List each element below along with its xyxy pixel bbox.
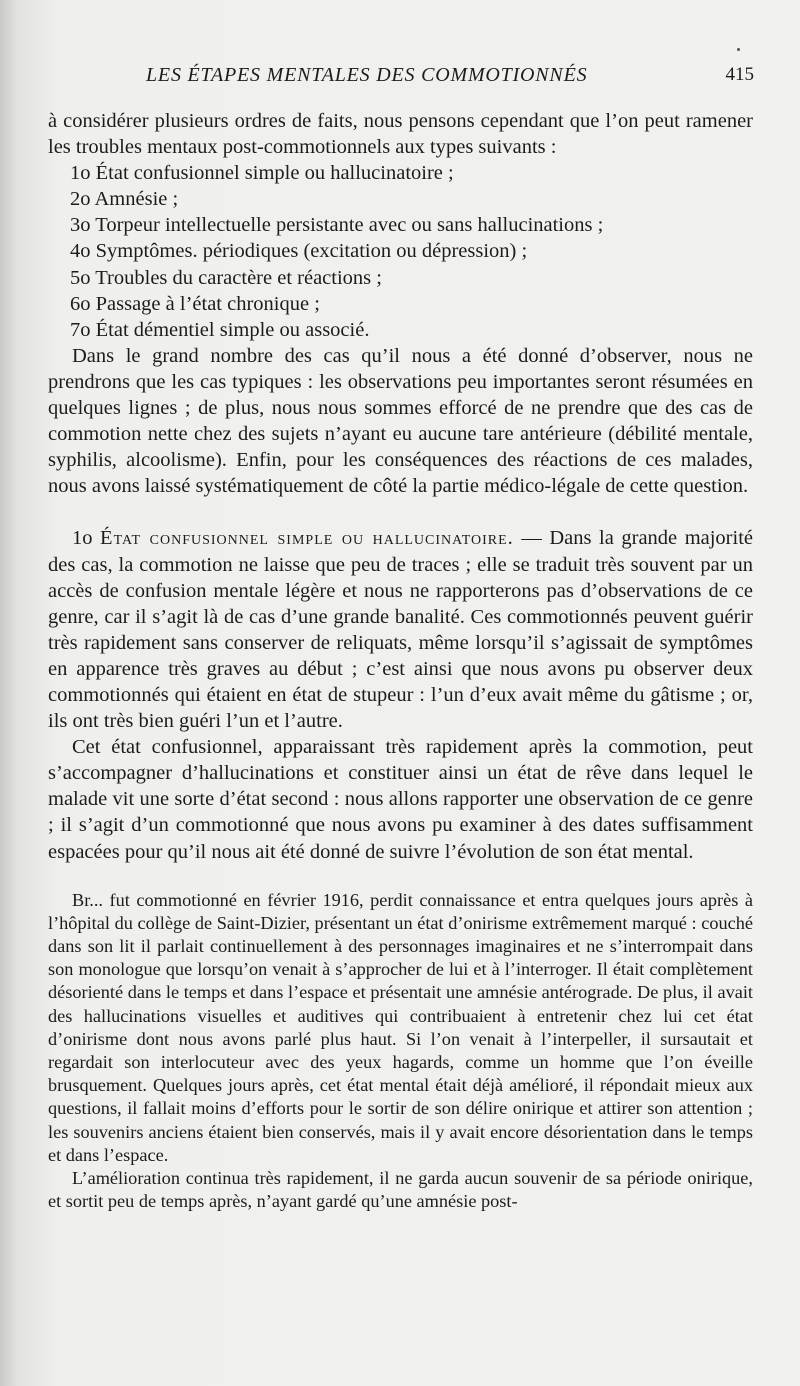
section-gap <box>48 499 753 525</box>
list-item: 3o Torpeur intellectuelle persistante avec ou sans hallucinations ; <box>70 214 604 237</box>
list-item: 5o Troubles du caractère et réactions ; <box>70 266 382 289</box>
list-item: 1o État confusionnel simple ou hallucinatoire ; <box>70 162 454 185</box>
section-1-paragraph <box>48 525 753 734</box>
section-number: 1o <box>72 527 93 550</box>
method-paragraph: Dans le grand nombre des cas qu’il nous a été donné d’observer, nous ne prendrons que les cas typiques : les observations peu importantes seront résumées en quelques lignes ; de plus, nous nous sommes efforcé de ne prendre que des cas de commotion nette chez des sujets n’ayant eu aucune tare antérieure (débilité mentale, syphilis, alcoolisme). Enfin, pour les conséquences des réactions de ces malades, nous avons laissé systématiquement de côté la partie médico-légale de cette question. <box>48 344 753 498</box>
paragraph-2: Cet état confusionnel, apparaissant très rapidement après la commotion, peut s’accompagner d’hallucinations et constituer ainsi un état de rêve dans lequel le malade vit une sorte d’état second : nous allons rapporter une observation de ce genre ; il s’agit d’un commotionné que nous avons pu examiner à des dates suffisamment espacées pour qu’il nous ait été donné de suivre l’évolution de son état mental. <box>48 736 753 863</box>
types-list <box>48 160 753 343</box>
print-speck <box>737 48 740 51</box>
page-body <box>48 108 753 1213</box>
list-item: 6o Passage à l’état chronique ; <box>70 292 320 315</box>
list-item: 2o Amnésie ; <box>70 188 179 211</box>
running-title: LES ÉTAPES MENTALES DES COMMOTIONNÉS <box>146 64 588 86</box>
intro-paragraph: à considérer plusieurs ordres de faits, nous pensons cependant que l’on peut ramener les troubles mentaux post-commotionnels aux types suivants : <box>48 110 753 159</box>
list-item: 4o Symptômes. périodiques (excitation ou dépression) ; <box>70 240 528 263</box>
section-text: — Dans la grande majorité des cas, la commotion ne laisse que peu de traces ; elle se traduit très souvent par un accès de confusion mentale légère et nous ne rapporterons pas d’observations de ce genre, car il s’agit là de cas d’une grande banalité. Ces commotionnés peuvent guérir très rapidement sans conserver de reliquats, même lorsqu’il s’agissait de symptômes en apparence très graves au début ; c’est ainsi que nous avons pu observer deux commotionnés qui étaient en état de stupeur : l’un d’eux avait même du gâtisme ; or, ils ont très bien guéri l’un et l’autre. <box>48 527 754 733</box>
page-number: 415 <box>725 64 754 85</box>
page-header <box>48 64 754 98</box>
observation-paragraph-1: Br... fut commotionné en février 1916, perdit connaissance et entra quelques jours après à l’hôpital du collège de Saint-Dizier, présentant un état d’onirisme extrêmement marqué : couché dans son lit il parlait continuellement à des personnages imaginaires et ne s’interrompait dans son monologue que lorsqu’on venait à s’approcher de lui et à l’interroger. Il était complètement désorienté dans le temps et dans l’espace et présentait une amnésie antérograde. De plus, il avait des hallucinations visuelles et auditives qui contribuaient à entretenir chez lui cet état d’onirisme dont nous avons parlé plus haut. Si l’on venait à l’interpeller, il sursautait et regardait son interlocuteur avec des yeux hagards, comme un homme que l’on éveille brusquement. Quelques jours après, cet état mental était déjà amélioré, il répondait mieux aux questions, il fallait moins d’efforts pour le sortir de son délire onirique et attirer son attention ; les souvenirs anciens étaient bien conservés, mais il y avait encore désorientation dans le temps et dans l’espace. <box>48 889 753 1165</box>
list-item: 7o État démentiel simple ou associé. <box>70 318 370 341</box>
observation-paragraph-2: L’amélioration continua très rapidement, il ne garda aucun souvenir de sa période onirique, et sortit peu de temps après, n’ayant gardé qu’une amnésie post- <box>48 1168 753 1212</box>
section-heading: État confusionnel simple ou hallucinatoire. <box>100 527 514 550</box>
